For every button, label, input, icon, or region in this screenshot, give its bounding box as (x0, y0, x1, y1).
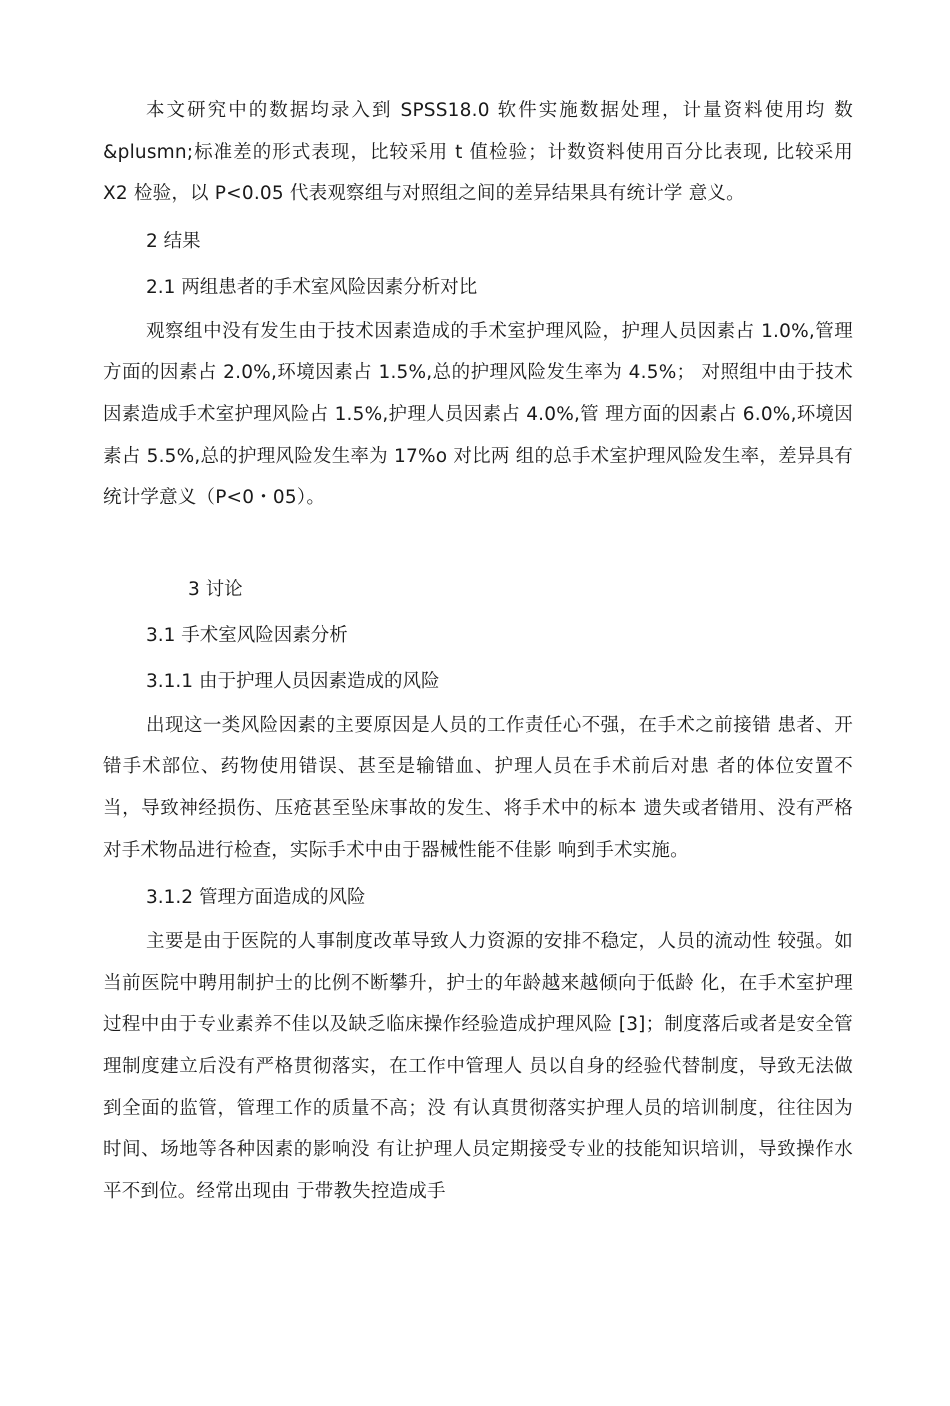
heading-3-1: 3.1 手术室风险因素分析 (146, 624, 348, 646)
heading-results: 2 结果 (146, 230, 201, 252)
paragraph-risk-comparison: 观察组中没有发生由于技术因素造成的手术室护理风险，护理人员因素占 1.0%,管理方面的因素占 2.0%,环境因素占 1.5%,总的护理风险发生率为 4.5%； 对照组中由于技术因素造成手术室护理风险占 1.5%,护理人员因素占 4.0%,管 理方面的因素占 6.0%,环境因素占 5.5%,总的护理风险发生率为 17%o 对比两 组的总手术室护理风险发生率，差异具有统计学意义（P<0・05）。 (103, 320, 853, 509)
paragraph-statistics-method: 本文研究中的数据均录入到 SPSS18.0 软件实施数据处理，计量资料使用均 数&plusmn;标准差的形式表现，比较采用 t 值检验；计数资料使用百分比表现, 比较采用 X2 检验，以 P<0.05 代表观察组与对照组之间的差异结果具有统计学 意义。 (103, 100, 853, 205)
paragraph-management-risk: 主要是由于医院的人事制度改革导致人力资源的安排不稳定，人员的流动性 较强。如当前医院中聘用制护士的比例不断攀升，护士的年龄越来越倾向于低龄 化，在手术室护理过程中由于专业素养不佳以及缺乏临床操作经验造成护理风险 [3]；制度落后或者是安全管理制度建立后没有严格贯彻落实，在工作中管理人 员以自身的经验代替制度，导致无法做到全面的监管，管理工作的质量不高；没 有认真贯彻落实护理人员的培训制度，往往因为时间、场地等各种因素的影响没 有让护理人员定期接受专业的技能知识培训，导致操作水平不到位。经常出现由 于带教失控造成手 (103, 931, 853, 1202)
paragraph-nursing-staff-risk: 出现这一类风险因素的主要原因是人员的工作责任心不强，在手术之前接错 患者、开错手术部位、药物使用错误、甚至是输错血、护理人员在手术前后对患 者的体位安置不当，导致神经损伤、压疮甚至坠床事故的发生、将手术中的标本 遗失或者错用、没有严格对手术物品进行检查，实际手术中由于器械性能不佳影 响到手术实施。 (103, 714, 853, 861)
heading-3-1-1: 3.1.1 由于护理人员因素造成的风险 (146, 670, 440, 692)
document-body (103, 90, 853, 1212)
heading-3-1-2: 3.1.2 管理方面造成的风险 (146, 887, 366, 909)
heading-discussion: 3 讨论 (188, 578, 243, 600)
heading-2-1: 2.1 两组患者的手术室风险因素分析对比 (146, 276, 478, 298)
